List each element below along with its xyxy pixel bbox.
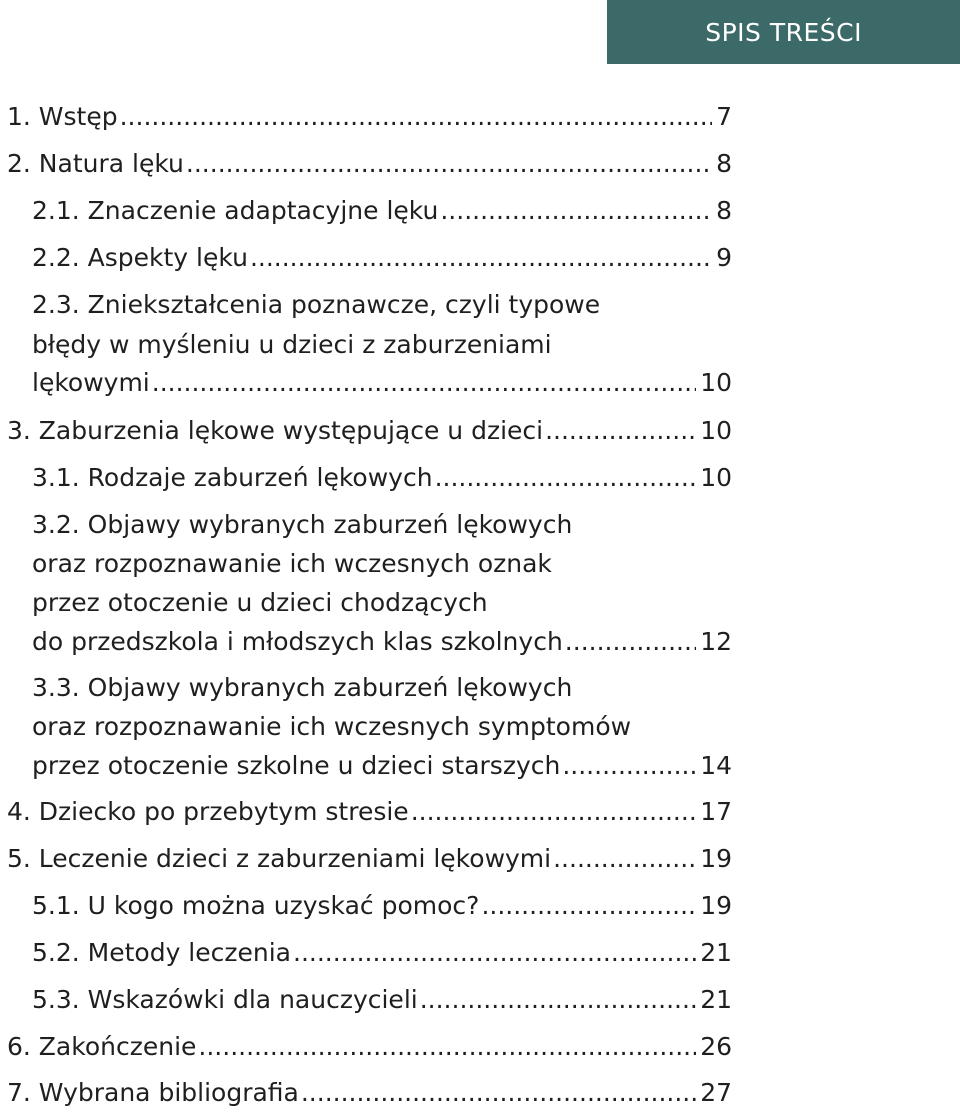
toc-entry-page: 21 — [700, 938, 732, 967]
toc-entry-line: oraz rozpoznawanie ich wczesnych symptomów — [32, 712, 632, 741]
toc-entry-title: 5.3. Wskazówki dla nauczycieli — [32, 985, 418, 1014]
toc-entry-title: do przedszkola i młodszych klas szkolnych — [32, 627, 563, 656]
toc-entry-page: 17 — [700, 797, 732, 826]
toc-entry-page: 21 — [700, 985, 732, 1014]
toc-dot-leader — [293, 938, 696, 968]
toc-entry[interactable] — [7, 844, 732, 874]
toc-entry[interactable] — [7, 797, 732, 827]
toc-dot-leader — [440, 196, 712, 226]
toc-entry-page: 8 — [716, 196, 732, 225]
toc-entry-page: 8 — [716, 149, 732, 178]
toc-entry-line: przez otoczenie u dzieci chodzących — [32, 588, 488, 617]
toc-dot-leader — [545, 416, 696, 446]
toc-entry-title: 1. Wstęp — [7, 102, 118, 131]
toc-entry-title: 6. Zakończenie — [7, 1032, 197, 1061]
toc-entry-page: 19 — [700, 844, 732, 873]
toc-entry[interactable] — [7, 102, 732, 132]
toc-entry-title: 5.1. U kogo można uzyskać pomoc? — [32, 891, 480, 920]
page-title: SPIS TREŚCI — [705, 17, 862, 47]
toc-entry-title: przez otoczenie szkolne u dzieci starszych — [32, 751, 561, 780]
toc-entry[interactable] — [32, 243, 732, 273]
toc-entry-line: 2.3. Zniekształcenia poznawcze, czyli typowe — [32, 290, 601, 319]
toc-dot-leader — [435, 463, 697, 493]
toc-dot-leader — [565, 627, 696, 657]
toc-dot-leader — [120, 102, 712, 132]
toc-entry[interactable] — [7, 149, 732, 179]
toc-entry-page: 12 — [700, 627, 732, 656]
toc-dot-leader — [481, 891, 696, 921]
toc-entry-line: 3.3. Objawy wybranych zaburzeń lękowych — [32, 673, 573, 702]
toc-entry-title: 2.1. Znaczenie adaptacyjne lęku — [32, 196, 439, 225]
toc-entry[interactable] — [7, 1078, 732, 1108]
toc-entry[interactable] — [7, 1032, 732, 1062]
toc-entry-title: 7. Wybrana bibliografia — [7, 1078, 299, 1107]
toc-entry-title: 5. Leczenie dzieci z zaburzeniami lękowymi — [7, 844, 552, 873]
toc-entry-page: 10 — [700, 416, 732, 445]
toc-dot-leader — [186, 149, 712, 179]
toc-entry[interactable] — [32, 985, 732, 1015]
toc-entry-page: 27 — [700, 1078, 732, 1107]
toc-dot-leader — [250, 243, 712, 273]
toc-entry-line: błędy w myśleniu u dzieci z zaburzeniami — [32, 330, 552, 359]
toc-entry-title: 2.2. Aspekty lęku — [32, 243, 248, 272]
toc-entry[interactable] — [32, 938, 732, 968]
toc-entry-line: 3.2. Objawy wybranych zaburzeń lękowych — [32, 510, 573, 539]
toc-dot-leader — [301, 1078, 696, 1108]
toc-entry-page: 10 — [700, 368, 732, 397]
toc-entry[interactable] — [32, 891, 732, 921]
toc-entry[interactable] — [32, 463, 732, 493]
toc-entry-page: 14 — [700, 751, 732, 780]
toc-dot-leader — [562, 751, 696, 781]
toc-entry[interactable] — [32, 673, 732, 781]
toc-entry-title: 3.1. Rodzaje zaburzeń lękowych — [32, 463, 433, 492]
toc-entry[interactable] — [32, 196, 732, 226]
toc-entry-title: 2. Natura lęku — [7, 149, 184, 178]
toc-entry-title: 4. Dziecko po przebytym stresie — [7, 797, 409, 826]
toc-entry-page: 7 — [716, 102, 732, 131]
toc-entry-page: 9 — [716, 243, 732, 272]
toc-entry-page: 26 — [700, 1032, 732, 1061]
toc-entry-title: 3. Zaburzenia lękowe występujące u dzieci — [7, 416, 544, 445]
toc-entry[interactable] — [32, 510, 732, 657]
toc-entry-title: 5.2. Metody leczenia — [32, 938, 291, 967]
toc-entry-page: 10 — [700, 463, 732, 492]
toc-dot-leader — [152, 368, 696, 398]
toc-entry[interactable] — [7, 416, 732, 446]
toc-entry-line: oraz rozpoznawanie ich wczesnych oznak — [32, 549, 552, 578]
toc-dot-leader — [553, 844, 696, 874]
toc-entry[interactable] — [32, 290, 732, 398]
toc-dot-leader — [411, 797, 697, 827]
header-band — [607, 0, 960, 64]
toc-dot-leader — [420, 985, 696, 1015]
toc-entry-title: lękowymi — [32, 368, 150, 397]
toc-entry-page: 19 — [700, 891, 732, 920]
toc-dot-leader — [198, 1032, 696, 1062]
